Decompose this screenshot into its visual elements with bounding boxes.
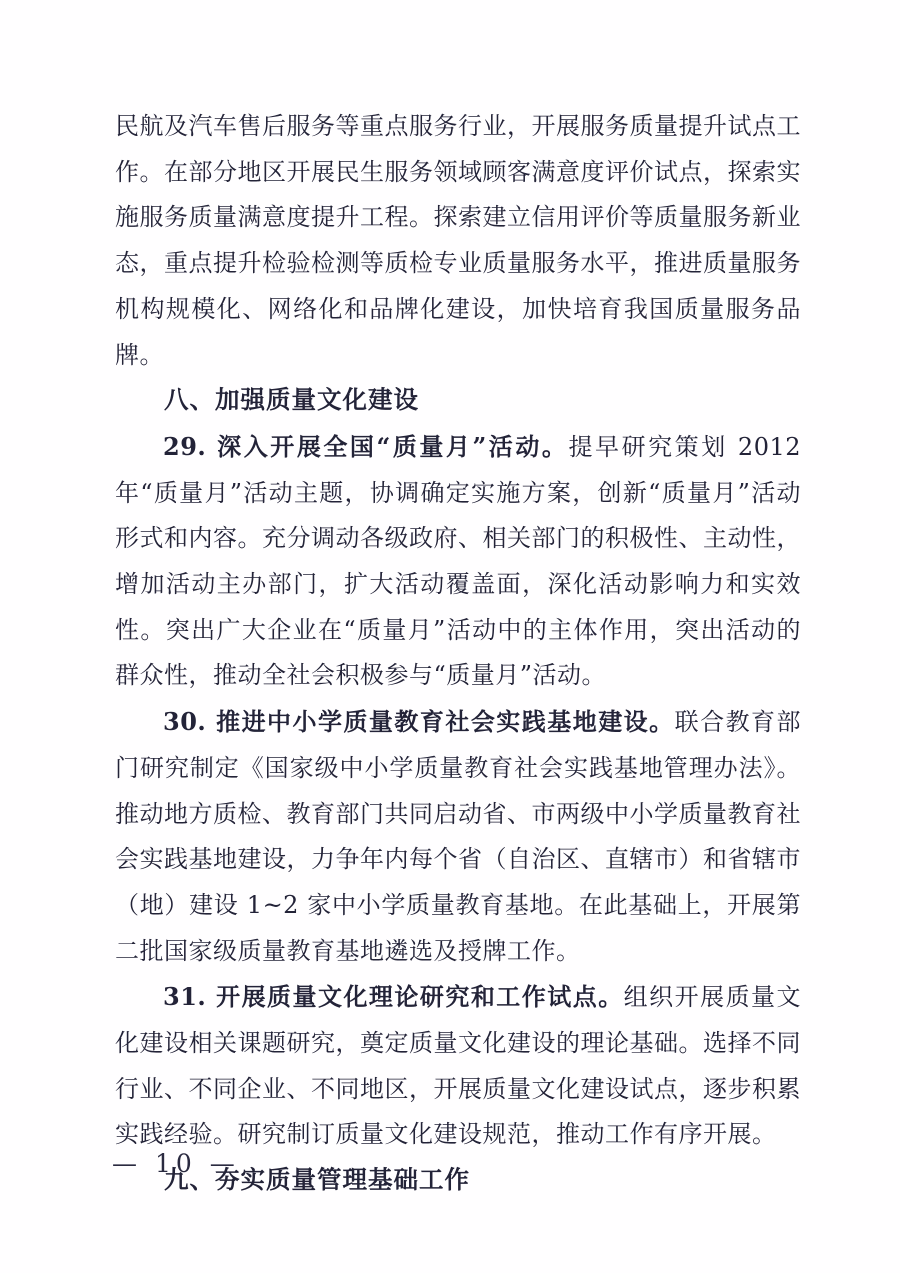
item-30-title: 推进中小学质量教育社会实践基地建设。 [216, 707, 675, 737]
list-item-30 [115, 699, 801, 974]
section-heading-9: 九、夯实质量管理基础工作 [164, 1167, 470, 1195]
item-31-lead [163, 982, 624, 1011]
item-30-lead [163, 707, 675, 736]
item-31-title: 开展质量文化理论研究和工作试点。 [216, 982, 624, 1012]
paragraph-continuation: 民航及汽车售后服务等重点服务行业，开展服务质量提升试点工作。在部分地区开展民生服务领域顾客满意度评价试点，探索实施服务质量满意度提升工程。探索建立信用评价等质量服务新业态，重点提升检验检测等质检专业质量服务水平，推进质量服务机构规模化、网络化和品牌化建设，加快培育我国质量服务品牌。 [115, 112, 801, 369]
item-29-number: 29. [163, 431, 218, 461]
list-item-31 [115, 974, 801, 1158]
item-30-body: 联合教育部门研究制定《国家级中小学质量教育社会实践基地管理办法》。推动地方质检、教育部门共同启动省、市两级中小学质量教育社会实践基地建设，力争年内每个省（自治区、直辖市）和省辖市（地）建设 1~2 家中小学质量教育基地。在此基础上，开展第二批国家级质量教育基地遴选及授牌工作。 [115, 708, 802, 965]
item-29-lead [163, 432, 568, 461]
item-31-body: 组织开展质量文化建设相关课题研究，奠定质量文化建设的理论基础。选择不同行业、不同企业、不同地区，开展质量文化建设试点，逐步积累实践经验。研究制订质量文化建设规范，推动工作有序开展。 [115, 983, 802, 1149]
document-body [115, 104, 801, 1204]
item-30-number: 30. [163, 707, 217, 737]
item-29-title: 深入开展全国“质量月”活动。 [217, 431, 569, 461]
page-number: — 10 — [112, 1149, 240, 1178]
list-item-29 [115, 424, 801, 699]
item-29-body: 提早研究策划 2012 年“质量月”活动主题，协调确定实施方案，创新“质量月”活动形式和内容。充分调动各级政府、相关部门的积极性、主动性，增加活动主办部门，扩大活动覆盖面，深化活动影响力和实效性。突出广大企业在“质量月”活动中的主体作用，突出活动的群众性，推动全社会积极参与“质量月”活动。 [115, 432, 802, 690]
item-31-number: 31. [163, 982, 217, 1012]
section-heading-8: 八、加强质量文化建设 [164, 387, 419, 415]
